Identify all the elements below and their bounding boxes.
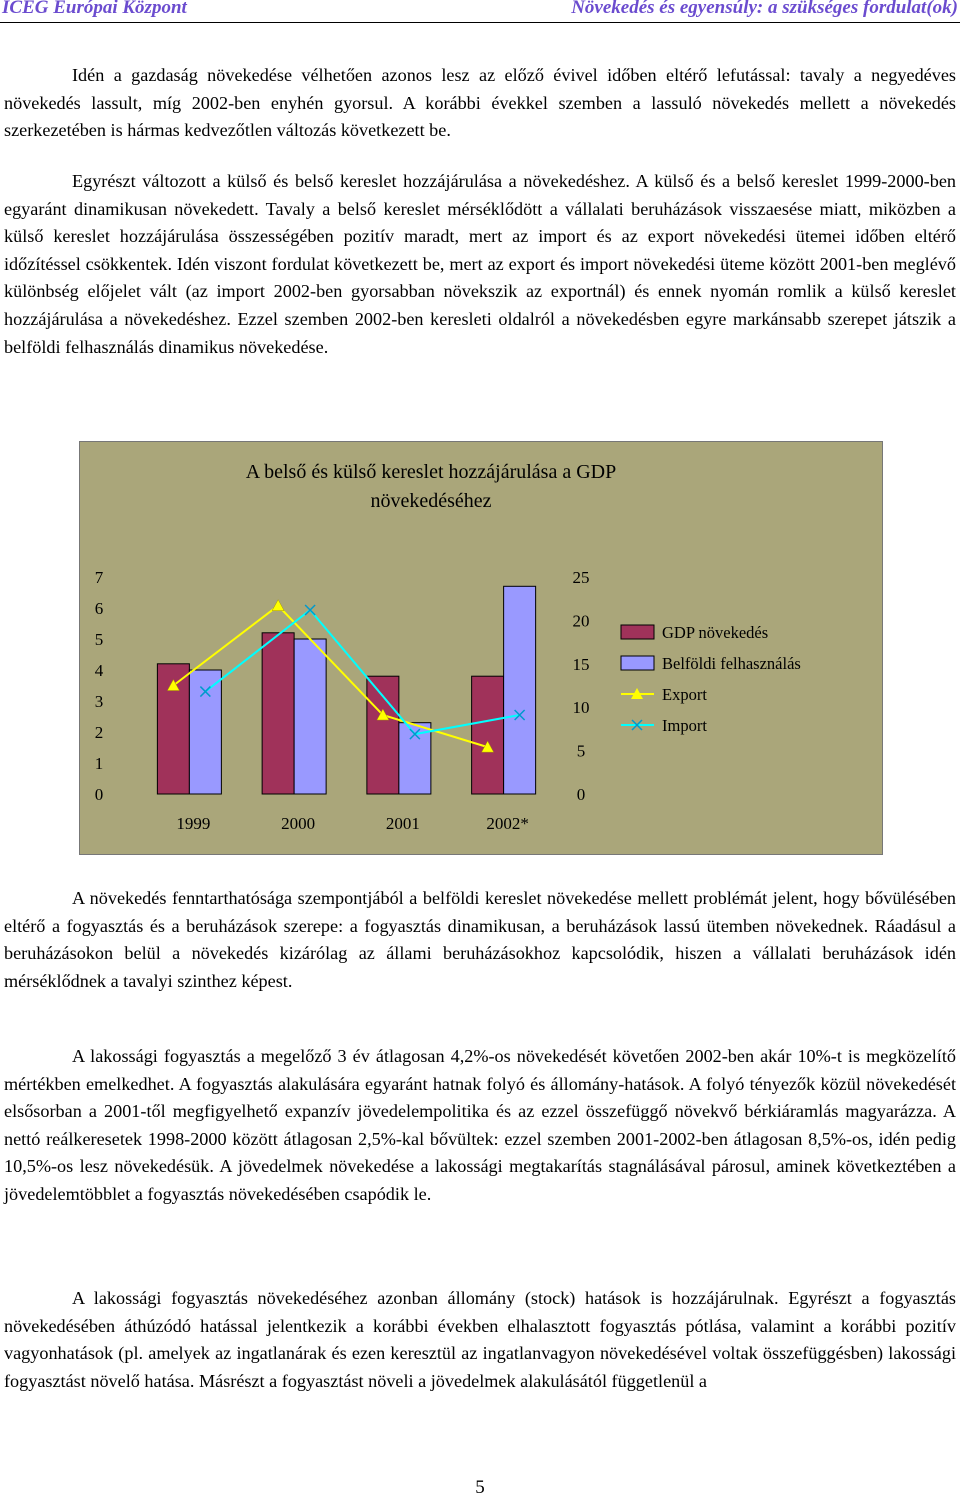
paragraph-5: A lakossági fogyasztás növekedéséhez azonban állomány (stock) hatások is hozzájárulnak. Egyrészt a fogyasztás növekedésében áthúzódó hatással jelentkezik a korábbi években elhalasztott fogyasztás pótlása, valamint a korábbi pozitív vagyonhatások (pl. amelyek az ingatlanárak és ezen keresztül az ingatlanvagyon növekedésével voltak összefüggésben) lakossági fogyasztást növelő hatása. Másrészt a fogyasztást növeli a jövedelmek alakulásától függetlenül a <box>4 1288 956 1391</box>
right-axis-tick-label: 20 <box>572 611 590 631</box>
left-axis-tick-label: 1 <box>94 754 104 773</box>
paragraph-4: A lakossági fogyasztás a megelőző 3 év átlagosan 4,2%-os növekedését követően 2002-ben akár 10%-t is megközelítő mértékben emelkedhet. A fogyasztás alakulására egyaránt hatnak folyó és állomány-hatások. A folyó tényezők közül növekedését elsősorban a 2001-től megfigyelhető expanzív jövedelempolitika és az ezzel összefüggő növekvő bérkiáramlás magyarázza. A nettó reálkeresetek 1998-2000 között átlagosan 2,5%-kal bővültek: ezzel szemben 2001-2002-ben átlagosan 8,5%-os, idén pedig 10,5%-os lesz növekedésük. A jövedelmek növekedése a lakossági megtakarítás stagnálásával párosul, aminek következtében a jövedelemtöbblet a fogyasztás növekedésében csapódik le. <box>4 1046 956 1204</box>
right-axis-tick-label: 25 <box>572 568 590 587</box>
paragraph-3: A növekedés fenntarthatósága szempontjából a belföldi kereslet növekedése mellett problémát jelent, hogy bővülésében eltérő a fogyasztás és a beruházások szerepe: a fogyasztás dinamikusan, a beruházások lassú ütemben növekednek. Ráadásul a beruházásokon belül a növekedés kizárólag az állami beruházásokhoz kapcsolódik, hiszen a vállalati beruházások idén mérséklődnek a tavalyi szinthez képest. <box>4 888 956 991</box>
left-axis-tick-label: 2 <box>94 723 104 742</box>
page-number: 5 <box>475 1477 485 1498</box>
right-axis-tick-label: 15 <box>572 654 590 674</box>
paragraph-1: Idén a gazdaság növekedése vélhetően azonos lesz az előző évivel időben eltérő lefutással: tavaly a negyedéves növekedés lassult, míg 2002-ben enyhén gyorsul. A korábbi évekkel szemben a lassuló növekedés mellett a növekedés szerkezetében is hármas kedvezőtlen változás következett be. <box>4 65 956 141</box>
legend-swatch-0 <box>621 625 654 639</box>
chart-legend <box>619 620 826 738</box>
left-axis-tick-label: 4 <box>94 661 104 680</box>
legend-label-1: Belföldi felhasználás <box>662 654 801 673</box>
left-axis-tick-label: 5 <box>94 630 104 649</box>
left-axis-tick-label: 6 <box>94 599 104 618</box>
left-axis-tick-label: 7 <box>94 568 104 587</box>
x-axis-label-2002: 2002* <box>486 814 529 833</box>
right-axis-tick-label: 0 <box>576 785 586 804</box>
bar-domestic-2002 <box>504 586 536 794</box>
bar-domestic-2000 <box>294 639 326 794</box>
legend-label-0: GDP növekedés <box>662 623 769 642</box>
bar-gdp-2000 <box>262 633 294 794</box>
header-organization: ICEG Európai Központ <box>2 0 187 18</box>
left-axis-tick-label: 3 <box>94 692 104 711</box>
right-axis-tick-label: 5 <box>576 741 586 761</box>
bar-gdp-2001 <box>367 676 399 794</box>
x-axis-label-2001: 2001 <box>385 814 420 833</box>
chart-title-line2: növekedéséhez <box>370 490 492 512</box>
bar-domestic-1999 <box>189 670 221 794</box>
x-axis-label-2000: 2000 <box>281 814 316 833</box>
page-header <box>0 0 960 23</box>
legend-label-2: Export <box>662 685 707 704</box>
demand-contribution-chart <box>79 441 883 855</box>
x-axis-label-1999: 1999 <box>176 814 211 833</box>
legend-swatch-1 <box>621 656 654 670</box>
chart-title-line1: A belső és külső kereslet hozzájárulása a GDP <box>245 461 617 483</box>
paragraph-2: Egyrészt változott a külső és belső kereslet hozzájárulása a növekedéshez. A külső és a belső kereslet 1999-2000-ben egyaránt dinamikusan növekedett. Tavaly a belső kereslet mérséklődött a vállalati beruházások visszaesése miatt, miközben a külső kereslet hozzájárulása összességében pozitív maradt, mert az import és az export növekedési ütemei időben eltérő időzítéssel csökkentek. Idén viszont fordulat következett be, mert az export és import növekedési üteme között 2001-ben meglévő különbség előjelet vált (az import 2002-ben gyorsabban növekszik az exportnál) és ennek nyomán romlik a külső kereslet hozzájárulása a növekedéshez. Ezzel szemben 2002-ben keresleti oldalról a növekedésben egyre markánsabb szerepet játszik a belföldi felhasználás dinamikus növekedése. <box>4 171 956 357</box>
left-axis-tick-label: 0 <box>94 785 104 804</box>
bar-gdp-2002 <box>472 676 504 794</box>
legend-label-3: Import <box>662 716 707 735</box>
header-document-title: Növekedés és egyensúly: a szükséges fordulat(ok) <box>571 0 958 18</box>
right-axis-tick-label: 10 <box>572 698 590 718</box>
